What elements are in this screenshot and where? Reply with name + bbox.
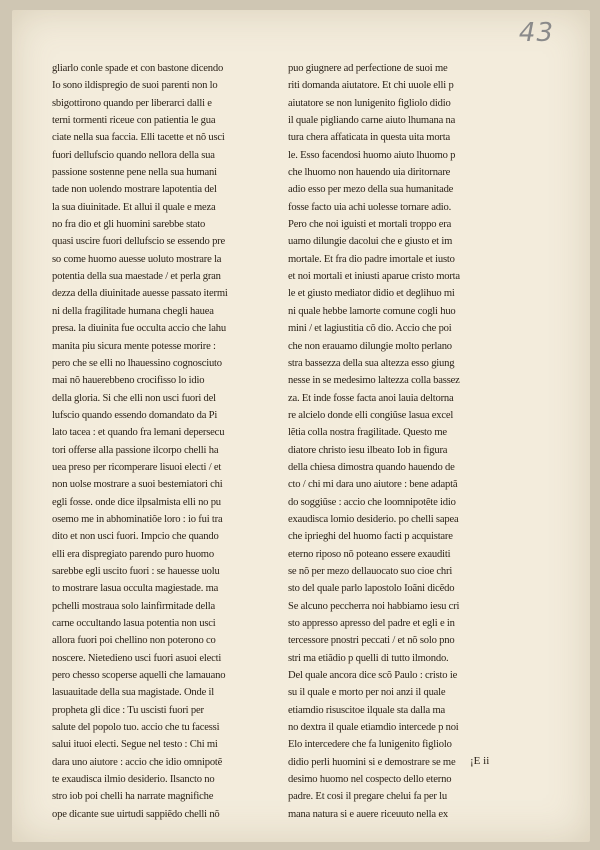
text-line: mai nõ hauerebbeno crocifisso lo idio (52, 375, 205, 387)
text-line: dito et non usci fuori. Impcio che quando (52, 531, 219, 543)
text-line: lato tacea : et quando fra lemani depersecu (52, 427, 225, 439)
text-line: padre. Et cosi il pregare chelui fa per lu (288, 791, 447, 803)
text-line: sto del quale parlo lapostolo Ioãni dicẽdo (288, 583, 455, 595)
text-line: tori offerse alla passione ilcorpo chelli ha (52, 444, 219, 456)
text-line: so come huomo auesse uoluto mostrare la (52, 253, 222, 265)
text-line: sbigottirono quando per liberarci dalli e (52, 97, 212, 109)
text-line: quasi uscire fuori dellufscio se essendo pre (52, 236, 226, 248)
text-line: noscere. Nietedieno usci fuori asuoi electi (52, 652, 222, 664)
text-line: no dextra il quale etiamdio intercede p noi (288, 722, 459, 734)
text-line: dezza della diuinitade auesse passato itermi (52, 288, 228, 300)
text-line: no fra dio et gli huomini sarebbe stato (52, 219, 206, 231)
text-line: fuori dellufscio quando nellora della sua (52, 149, 215, 161)
text-line: etiamdio risuscitoe ilquale sta dalla ma (288, 704, 446, 716)
text-line: tade non uolendo mostrare lapotentia del (52, 184, 217, 196)
text-line: uea preso per ricomperare lisuoi electi / et (52, 461, 222, 473)
signature-mark: ¡E ii (470, 755, 490, 767)
text-line: pero che se elli no lhauessino cognosciuto (52, 357, 222, 369)
text-line: stro iob poi chelli ha narrate magnifiche (52, 791, 214, 803)
text-line: re alcielo donde elli congiũse lasua excel (288, 409, 454, 421)
text-line: della chiesa dimostra quando hauendo de (288, 461, 455, 473)
text-line: egli fosse. onde dice ilpsalmista elli no pu (52, 496, 221, 508)
text-line: ciate nella sua faccia. Elli tacette et nõ usci (52, 132, 225, 144)
text-line: Del quale ancora dice scõ Paulo : cristo ie (288, 670, 458, 682)
text-line: riti domanda aiutatore. Et chi uuole elli p (288, 80, 454, 92)
text-line: lufscio quando essendo domandato da Pi (52, 409, 218, 421)
text-line: te exaudisca ilmio desiderio. Ilsancto no (52, 774, 215, 786)
text-line: gliarlo conle spade et con bastone dicendo (52, 63, 224, 74)
text-line: ope dicante sue uirtudi sappiẽdo chelli nõ (52, 808, 220, 820)
text-line: Se alcuno peccherra noi habbiamo iesu cri (288, 600, 460, 612)
text-line: uamo dilungie dacolui che e giusto et im (288, 236, 453, 248)
text-line: Io sono ildispregio de suoi parenti non lo (52, 80, 218, 92)
text-line: che iprieghi del huomo facti p acquistare (288, 531, 453, 543)
text-line: didio perli huomini si e demostrare se me (288, 756, 456, 768)
text-line: il quale pigliando carne aiuto lhumana na (288, 115, 456, 127)
text-line: diatore christo iesu ilbeato Iob in figura (288, 444, 448, 456)
text-line: che non erauamo dilungie molto perlano (288, 340, 452, 352)
text-line: le. Esso facendosi huomo aiuto lhuomo p (288, 149, 456, 161)
text-line: eterno riposo nõ poteano essere exauditi (288, 548, 451, 560)
text-line: presa. la diuinita fue occulta accio che lahu (52, 323, 226, 335)
text-line: za. Et inde fosse facta anoi lauia deltorna (288, 392, 454, 404)
text-line: elli era dispregiato parendo puro huomo (52, 548, 214, 560)
text-line: allora fuori poi chellino non poterono co (52, 635, 216, 647)
text-line: della gloria. Si che elli non usci fuori del (52, 392, 216, 404)
text-line: et noi mortali et iniusti aparue cristo morta (288, 271, 460, 283)
text-line: lẽtia colla nostra fragilitade. Questo me (288, 427, 447, 439)
text-line: exaudisca lomio desiderio. po chelli sapea (288, 513, 459, 525)
text-line: stra bassezza della sua altezza esso giung (288, 357, 455, 369)
text-line: stri ma etiãdio p quelli di tutto ilmondo. (288, 652, 449, 664)
text-line: dara uno aiutore : accio che idio omnipotẽ (52, 756, 223, 768)
text-line: puo giugnere ad perfectione de suoi me (288, 63, 448, 74)
text-line: do soggiũse : accio che loomnipotẽte idio (288, 496, 456, 508)
text-line: adio esso per mezo della sua humanitade (288, 184, 454, 196)
left-text-column (52, 60, 267, 823)
text-line: salui ituoi electi. Segue nel testo : Chi mi (52, 739, 218, 751)
text-line: se nõ per mezo dellauocato suo cioe chri (288, 565, 453, 577)
text-line: pero chesso scoperse aquelli che lamauano (52, 670, 226, 682)
text-line: sto appresso apresso del padre et egli e in (288, 618, 455, 629)
manuscript-page (12, 10, 590, 842)
text-line: sarebbe egli uscito fuori : se hauesse uolu (52, 565, 220, 577)
text-line: mana natura si e auere riceuuto nella ex (288, 808, 448, 820)
text-line: Pero che noi iguisti et mortali troppo era (288, 219, 452, 231)
text-line: la sua diuinitade. Et allui il quale e meza (52, 201, 216, 213)
text-line: le et giusto mediator didio et deglihuo mi (288, 288, 455, 300)
text-line: nesse in se medesimo laltezza colla bassez (288, 375, 460, 387)
text-line: ni della fragilitade humana chegli hauea (52, 305, 214, 317)
text-line: aiutatore se non lunigenito figliolo didio (288, 97, 451, 109)
text-line: fosse facto uia achi uolesse tornare adio. (288, 201, 452, 213)
text-line: che lhuomo non hauendo uia diritornare (288, 167, 451, 179)
text-line: mini / et lagiustitia cõ dio. Accio che poi (288, 323, 452, 335)
text-line: mortale. Et fra dio padre imortale et iusto (288, 253, 455, 265)
right-text-column (288, 60, 506, 823)
text-line: lasuauitade della sua magistade. Onde il (52, 687, 215, 699)
text-line: cto / chi mi dara uno aiutore : bene adaptã (288, 479, 458, 491)
folio-number: 43 (518, 18, 554, 48)
text-line: ni quale hebbe lamorte comune cogli huo (288, 305, 456, 317)
text-line: potentia della sua maestade / et perla gran (52, 271, 221, 283)
text-line: desimo huomo nel cospecto dello eterno (288, 774, 452, 786)
text-line: manita piu sicura mente potesse morire : (52, 340, 216, 352)
text-line: terni tormenti riceue con patientia le gua (52, 115, 216, 127)
text-line: su il quale e morto per noi anzi il quale (288, 687, 446, 699)
text-line: propheta gli dice : Tu uscisti fuori per (52, 704, 204, 716)
text-line: tercessore pnostri peccati / et nõ solo pno (288, 635, 455, 647)
text-line: Elo intercedere che fa lunigenito figliolo (288, 739, 452, 751)
text-line: osemo me in abhominatiõe loro : io fui tra (52, 513, 223, 525)
text-line: carne occultando lasua potentia non usci (52, 618, 216, 629)
text-line: passione sostenne pene nella sua humani (52, 167, 217, 179)
text-line: to mostrare lasua occulta magiestade. ma (52, 583, 219, 595)
text-line: non uolse mostrare a suoi bestemiatori chi (52, 479, 223, 491)
text-line: tura chera affaticata in questa uita morta (288, 132, 450, 144)
text-line: salute del popolo tuo. accio che tu facessi (52, 722, 220, 734)
text-line: pchelli mostraua solo lainfirmitade della (52, 600, 216, 612)
